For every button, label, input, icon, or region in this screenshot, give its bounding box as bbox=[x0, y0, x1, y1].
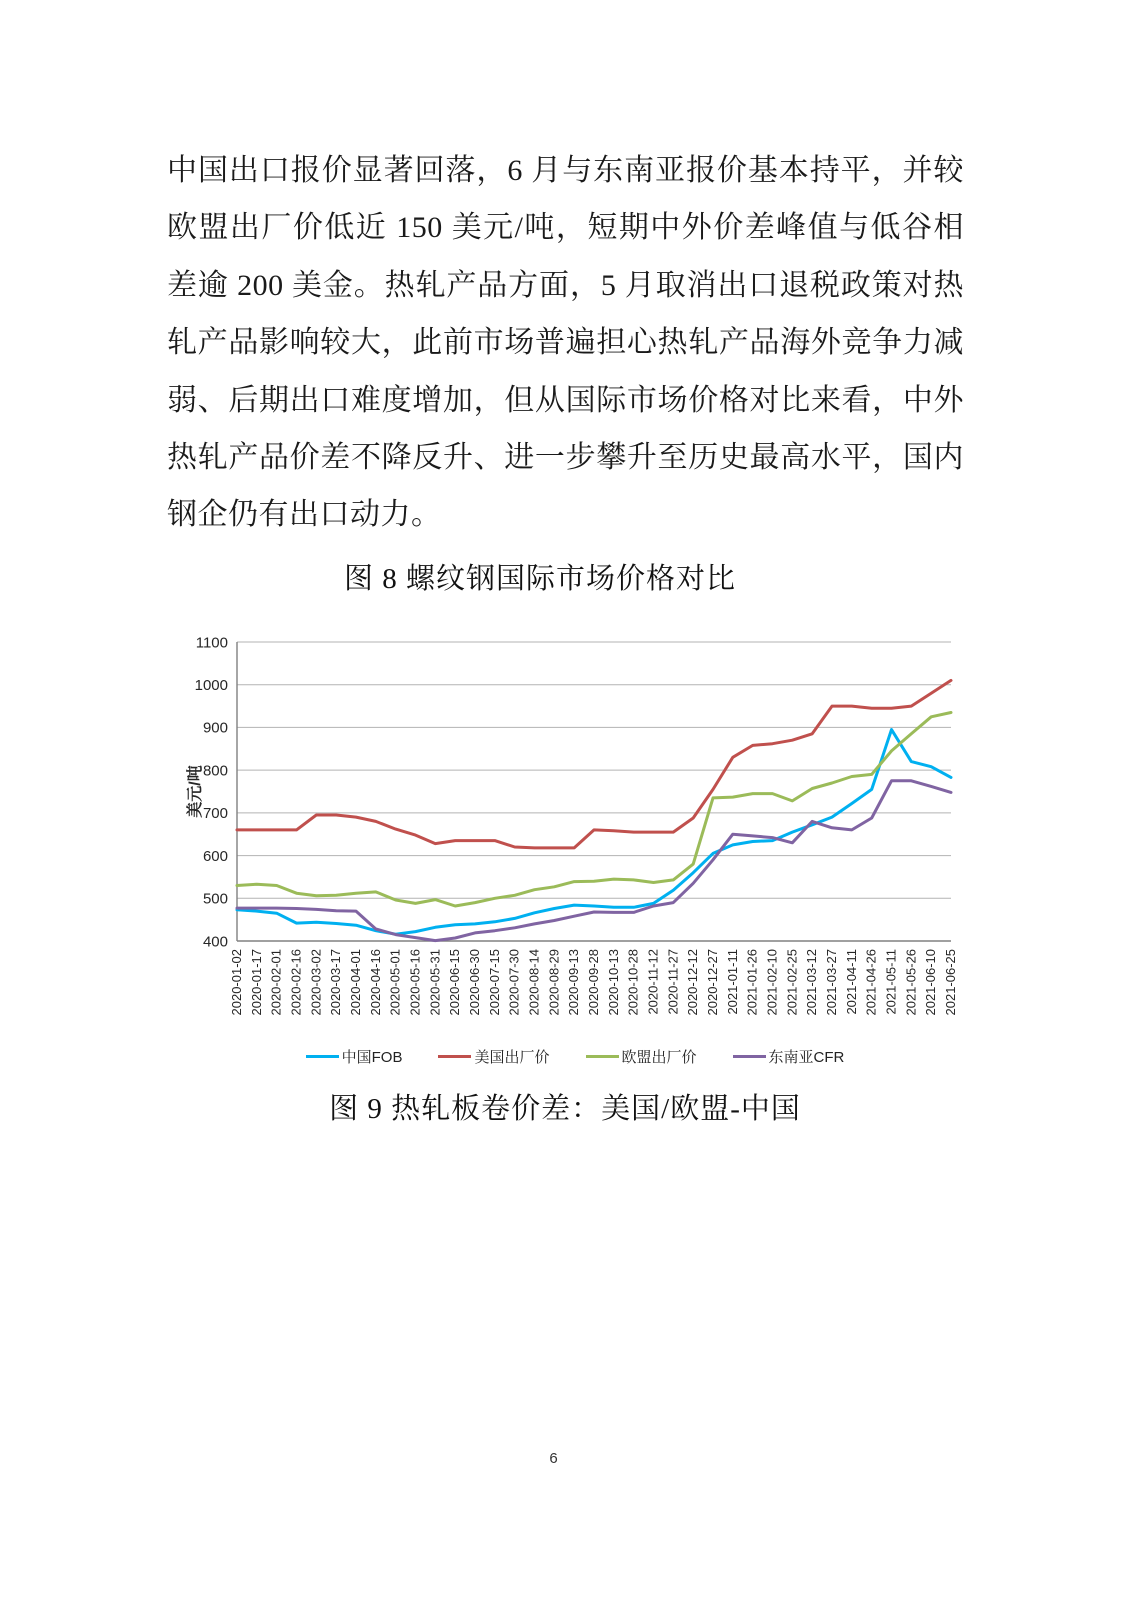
x-axis-tick-label: 2021-03-12 bbox=[804, 949, 820, 1016]
series-line-美国出厂价 bbox=[237, 680, 951, 848]
x-axis-tick-label: 2020-10-13 bbox=[605, 949, 621, 1016]
legend-label: 中国FOB bbox=[341, 1049, 403, 1066]
paragraph-line: 差逾 200 美金。热轧产品方面，5 月取消出口退税政策对热 bbox=[167, 268, 964, 302]
legend-item bbox=[733, 1046, 845, 1067]
x-axis-tick-label: 2020-02-16 bbox=[288, 949, 304, 1016]
x-axis-tick-label: 2020-09-28 bbox=[586, 949, 601, 1016]
paragraph-line: 轧产品影响较大，此前市场普遍担心热轧产品海外竞争力减 bbox=[167, 326, 964, 360]
legend-label: 美国出厂价 bbox=[474, 1049, 550, 1066]
y-axis-tick-label: 1000 bbox=[194, 676, 228, 694]
paragraph bbox=[167, 142, 964, 544]
figure9-caption: 图 9 热轧板卷价差：美国/欧盟-中国 bbox=[329, 1093, 801, 1125]
x-axis-tick-label: 2020-07-15 bbox=[486, 949, 502, 1016]
x-axis-tick-label: 2020-08-29 bbox=[546, 949, 562, 1016]
paragraph-line: 中国出口报价显著回落，6 月与东南亚报价基本持平，并较 bbox=[167, 154, 964, 187]
paragraph-line: 弱、后期出口难度增加，但从国际市场价格对比来看，中外 bbox=[167, 383, 964, 417]
y-axis-title: 美元/吨 bbox=[187, 765, 204, 818]
figure8-caption: 图 8 螺纹钢国际市场价格对比 bbox=[343, 563, 736, 595]
y-axis-tick-label: 800 bbox=[202, 762, 228, 780]
paragraph-line: 钢企仍有出口动力。 bbox=[167, 498, 442, 532]
y-axis-tick-label: 900 bbox=[202, 719, 228, 737]
x-axis-tick-label: 2020-01-02 bbox=[229, 949, 244, 1016]
x-axis-tick-label: 2020-03-02 bbox=[308, 949, 324, 1016]
y-axis-tick-label: 1100 bbox=[195, 634, 228, 652]
x-axis-tick-label: 2021-05-26 bbox=[903, 949, 919, 1016]
legend-item bbox=[586, 1046, 697, 1067]
x-axis-tick-label: 2020-11-12 bbox=[645, 949, 661, 1015]
x-axis-tick-label: 2020-05-16 bbox=[407, 949, 423, 1016]
x-axis-tick-label: 2020-08-14 bbox=[526, 949, 542, 1016]
x-axis-tick-label: 2020-02-01 bbox=[268, 949, 284, 1016]
x-axis-tick-label: 2021-01-11 bbox=[724, 949, 740, 1015]
figure8-chart bbox=[180, 598, 970, 1043]
page-number: 6 bbox=[549, 1450, 558, 1467]
x-axis-tick-label: 2020-01-17 bbox=[248, 949, 264, 1016]
paragraph-line: 热轧产品价差不降反升、进一步攀升至历史最高水平，国内 bbox=[167, 441, 964, 475]
y-axis-tick-label: 700 bbox=[202, 805, 228, 823]
x-axis-tick-label: 2021-04-11 bbox=[843, 949, 859, 1015]
x-axis-tick-label: 2021-03-27 bbox=[824, 949, 839, 1016]
x-axis-tick-label: 2021-02-25 bbox=[784, 949, 800, 1016]
legend-label: 东南亚CFR bbox=[768, 1049, 845, 1066]
x-axis-tick-label: 2020-07-30 bbox=[506, 949, 522, 1016]
x-axis-tick-label: 2020-12-27 bbox=[705, 949, 720, 1016]
x-axis-tick-label: 2020-11-27 bbox=[665, 949, 681, 1015]
x-axis-tick-label: 2020-09-13 bbox=[566, 949, 582, 1016]
x-axis-tick-label: 2021-06-25 bbox=[943, 949, 958, 1016]
x-axis-tick-label: 2021-04-26 bbox=[863, 949, 879, 1016]
x-axis-tick-label: 2020-10-28 bbox=[625, 949, 641, 1016]
y-axis-tick-label: 600 bbox=[202, 847, 228, 865]
x-axis-tick-label: 2020-05-31 bbox=[427, 949, 443, 1016]
legend-item bbox=[438, 1046, 549, 1067]
x-axis-tick-label: 2021-01-26 bbox=[744, 949, 760, 1016]
y-axis-tick-label: 500 bbox=[202, 890, 228, 908]
legend-line-swatch bbox=[306, 1055, 339, 1058]
x-axis-tick-label: 2020-03-17 bbox=[328, 949, 344, 1016]
x-axis-tick-label: 2020-06-15 bbox=[447, 949, 463, 1016]
x-axis-tick-label: 2020-04-16 bbox=[367, 949, 383, 1016]
chart-legend bbox=[180, 1046, 970, 1067]
x-axis-tick-label: 2020-04-01 bbox=[348, 949, 363, 1016]
paragraph-line: 欧盟出厂价低近 150 美元/吨，短期中外价差峰值与低谷相 bbox=[167, 211, 964, 245]
x-axis-tick-label: 2020-12-12 bbox=[685, 949, 701, 1016]
legend-line-swatch bbox=[733, 1055, 766, 1058]
legend-item bbox=[306, 1046, 403, 1067]
x-axis-tick-label: 2021-06-10 bbox=[923, 949, 939, 1016]
y-axis-tick-label: 400 bbox=[202, 933, 228, 951]
x-axis-tick-label: 2020-06-30 bbox=[467, 949, 482, 1016]
x-axis-tick-label: 2021-02-10 bbox=[764, 949, 780, 1016]
x-axis-tick-label: 2020-05-01 bbox=[387, 949, 403, 1016]
legend-line-swatch bbox=[438, 1055, 471, 1058]
series-line-东南亚CFR bbox=[237, 781, 951, 941]
x-axis-tick-label: 2021-05-11 bbox=[883, 949, 899, 1015]
legend-line-swatch bbox=[586, 1055, 619, 1058]
legend-label: 欧盟出厂价 bbox=[621, 1049, 697, 1066]
